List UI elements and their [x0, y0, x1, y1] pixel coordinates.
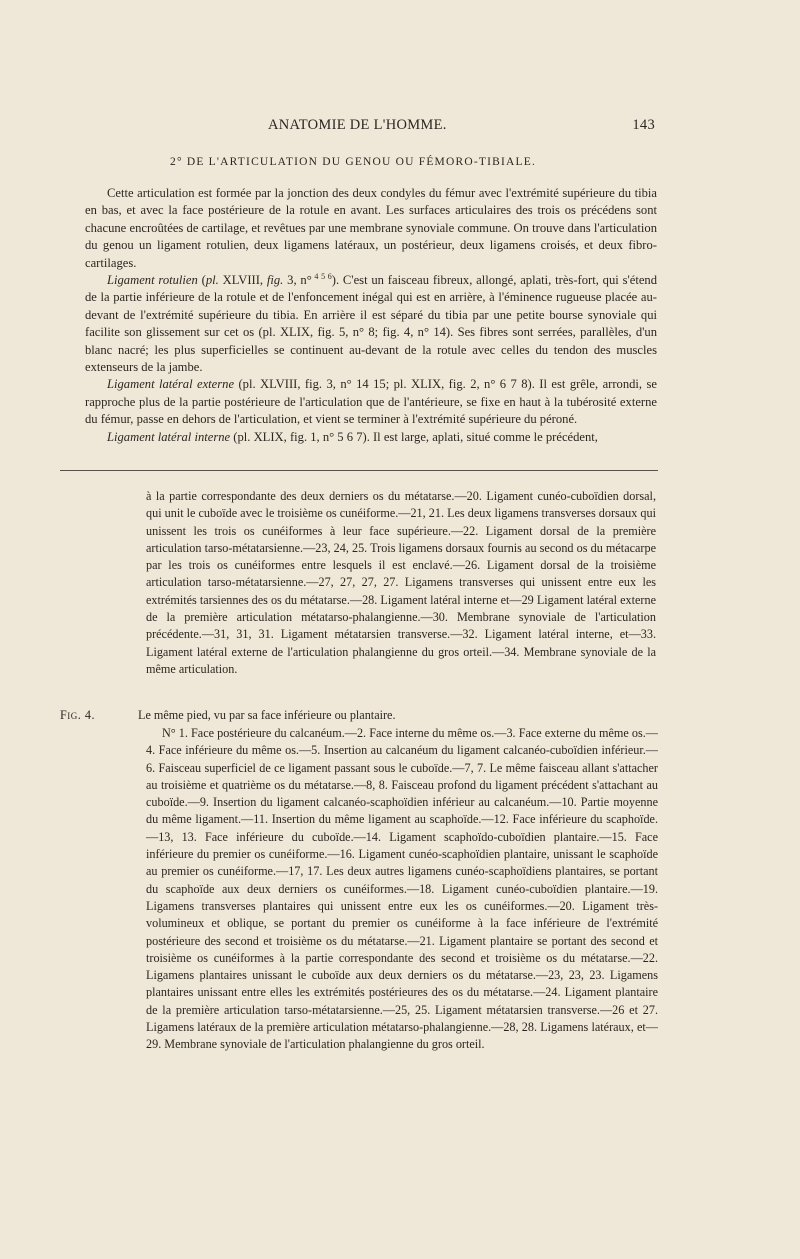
ref-superscript: 4 5 6 — [311, 271, 332, 281]
paragraph-text: (pl. XLVIII, fig. 3, n° 14 15; pl. XLIX, fig. 2, n° 6 7 8). Il est grêle, arrondi, se rapproche plus de la partie postérieure de l'articulation que de l'antérieure, se fixe en haut à la tubérosité externe du fémur, passe en dehors de l'articulation, et vient se terminer à l'extrémité supérieure du péroné. — [85, 377, 657, 427]
paragraph: Cette articulation est formée par la jonction des deux condyles du fémur avec l'extrémité supérieure du tibia en bas, et avec la face postérieure de la rotule en avant. Les surfaces articulaires des trois os précédens sont chacune encroûtées de cartilage, et revêtues par une membrane synoviale commune. On trouve dans l'articulation du genou un ligament rotulien, deux ligamens latéraux, un postérieur, deux ligamens croisés, et deux fibro-cartilages. — [85, 186, 657, 270]
ref-pl: pl. — [205, 273, 219, 288]
separator-rule — [60, 470, 658, 471]
figure-label: Fig. 4. — [60, 708, 96, 722]
main-text — [85, 185, 657, 446]
reference-open: ( — [197, 273, 206, 288]
legend-text: N° 1. Face postérieure du calcanéum.—2. Face interne du même os.—3. Face externe du même os.—4. Face inférieure du même os.—5. Insertion au calcanéum du ligament calcanéo-cuboïdien inférieur.—6. Faisceau superficiel de ce ligament passant sous le cuboïde.—7, 7. Le même faisceau allant s'attacher au troisième et quatrième os du métatarse.—8, 8. Faisceau profond du ligament précédent s'attachant au cuboïde.—9. Insertion du ligament calcanéo-scaphoïdien inférieur au calcanéum.—10. Partie moyenne du même ligament.—11. Insertion du même ligament au scaphoïde.—12. Face inférieure du scaphoïde.—13, 13. Face inférieure du cuboïde.—14. Ligament scaphoïdo-cuboïdien plantaire.—15. Face inférieure du premier os cunéiforme.—16. Ligament cunéo-scaphoïdien plantaire, unissant le scaphoïde au premier os cunéiforme.—17, 17. Les deux autres ligamens cunéo-scaphoïdiens plantaires, se portant du scaphoïde aux deux derniers os cunéiformes.—18. Ligament cunéo-cuboïdien plantaire.—19. Ligamens transverses plantaires qui unissent entre eux les os cunéiformes.—20. Ligament très-volumineux et oblique, se portant du premier os cunéiforme à la face inférieure de l'extrémité postérieure des second et troisième os du métatarse.—21. Ligament plantaire se portant des second et troisième os cunéiformes à la partie correspondante des second et troisième os du métatarse.—22. Ligamens plantaires unissant le cuboïde aux deux derniers os du métatarse.—23, 23, 23. Ligamens plantaires unissant entre elles les extrémités postérieures des os du métatarse.—24. Ligament plantaire de la première articulation tarso-métatarsienne.—25, 25. Ligament métatarsien transverse.—26 et 27. Ligamens latéraux de la première articulation métatarso-phalangienne.—28, 28. Ligamens latéraux, et—29. Membrane synoviale de l'articulation phalangienne du gros orteil. — [146, 726, 658, 1052]
term-ligament-rotulien: Ligament rotulien — [107, 273, 198, 288]
figure-caption: Le même pied, vu par sa face inférieure ou plantaire. — [138, 708, 396, 722]
figure-legend-continued — [146, 488, 656, 678]
paragraph-text: (pl. XLIX, fig. 1, n° 5 6 7). Il est large, aplati, situé comme le précédent, — [230, 429, 598, 444]
section-title: 2° DE L'ARTICULATION DU GENOU OU FÉMORO-TIBIALE. — [170, 156, 537, 168]
running-title: ANATOMIE DE L'HOMME. — [268, 117, 447, 133]
ref-fig: fig. — [266, 273, 284, 288]
term-ligament-lateral-externe: Ligament latéral externe — [107, 377, 235, 392]
ref-number: 3, n° — [283, 273, 312, 288]
ref-plate: XLVIII, — [218, 273, 267, 288]
page-header — [0, 117, 800, 137]
paragraph — [85, 376, 657, 428]
paragraph — [85, 272, 657, 376]
term-ligament-lateral-interne: Ligament latéral interne — [107, 429, 231, 444]
paragraph — [85, 429, 657, 446]
figure-legend-body — [146, 725, 658, 1054]
legend-text: à la partie correspondante des deux derniers os du métatarse.—20. Ligament cunéo-cuboïdien dorsal, qui unit le cuboïde avec le troisième os cunéiforme.—21, 21. Les deux ligamens transverses dorsaux qui unissent les trois os cunéiformes à leur face supérieure.—22. Ligament dorsal de la première articulation tarso-métatarsienne.—23, 24, 25. Trois ligamens dorsaux fournis au second os du métacarpe par les trois os cunéiformes entre lesquels il est enclavé.—26. Ligament dorsal de la troisième articulation tarso-métatarsienne.—27, 27, 27, 27. Ligamens transverses qui unissent entre eux les extrémités tarsiennes des os du métatarse.—28. Ligament latéral interne et—29 Ligament latéral externe de la première articulation métatarso-phalangienne.—30. Membrane synoviale de l'articulation précédente.—31, 31, 31. Ligament métatarsien transverse.—32. Ligament latéral interne, et—33. Ligament latéral externe de l'articulation phalangienne du gros orteil.—34. Membrane synoviale de la même articulation. — [146, 489, 656, 676]
page-number: 143 — [632, 117, 655, 133]
paragraph-text: ). C'est un faisceau fibreux, allongé, aplati, très-fort, qui s'étend de la partie inférieure de la rotule et de l'enfoncement inégal qui est en arrière, à l'éminence rugueuse placée au-devant de l'extrémité supérieure du tibia. En arrière il est séparé du tibia par une petite bourse synoviale qui facilite son glissement sur cet os (pl. XLIX, fig. 5, n° 8; fig. 4, n° 14). Ses fibres sont serrées, parallèles, d'un blanc nacré; les plus superficielles se continuent au-devant de la rotule avec celles du tendon des muscles extenseurs de la jambe. — [85, 273, 658, 375]
